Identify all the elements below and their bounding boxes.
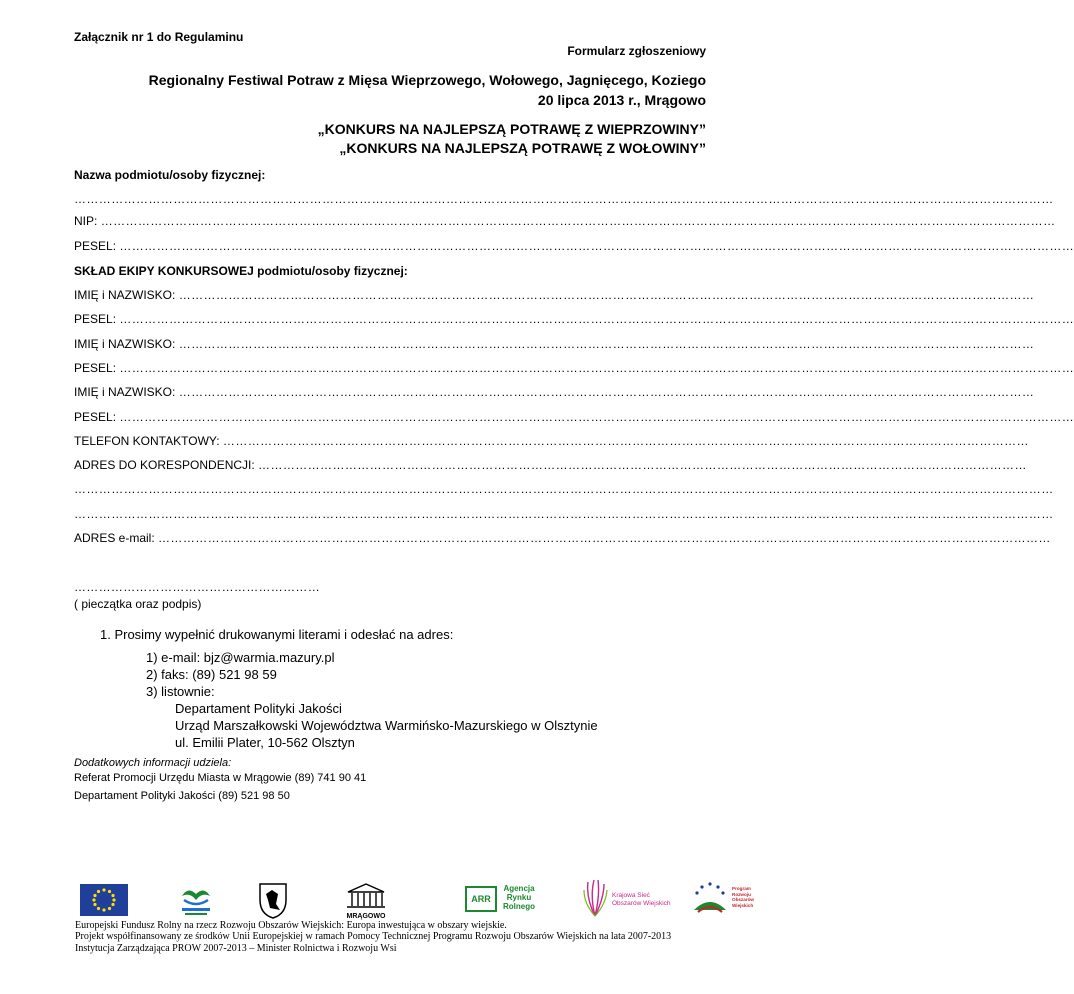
stamp-line: ……………………………………………………: [74, 580, 320, 594]
address-line2-field[interactable]: …………………………………………………………………………………………………………………………………………………………………………………………………………………: [74, 482, 1054, 496]
instruction-email: 1) e-mail: bjz@warmia.mazury.pl: [146, 650, 335, 665]
member1-pesel-label: PESEL:: [74, 312, 117, 326]
pesel-label: PESEL:: [74, 239, 117, 253]
instruction-post: 3) listownie:: [146, 684, 215, 699]
nip-field[interactable]: NIP: ……………………………………………………………………………………………………………………………………………………………………………………………………………: [74, 214, 1056, 228]
entity-name-label: Nazwa podmiotu/osoby fizycznej:: [74, 168, 266, 182]
email-field[interactable]: ADRES e-mail: ………………………………………………………………………………………………………………………………………………………………………………………………: [74, 531, 1051, 545]
arr-logo: [465, 884, 545, 916]
info-line-2: Departament Polityki Jakości (89) 521 98 50: [74, 790, 290, 802]
member1-name-label: IMIĘ i NAZWISKO:: [74, 288, 176, 302]
info-line-1: Referat Promocji Urzędu Miasta w Mrągowie (89) 741 90 41: [74, 772, 367, 784]
arr-name: Agencja Rynku Rolnego: [503, 884, 535, 911]
form-type-label: Formularz zgłoszeniowy: [567, 44, 706, 58]
festival-date: 20 lipca 2013 r., Mrągowo: [537, 92, 706, 108]
prow-logo: [690, 880, 760, 920]
attachment-label: Załącznik nr 1 do Regulaminu: [74, 30, 244, 44]
member3-pesel-label: PESEL:: [74, 410, 117, 424]
nip-label: NIP:: [74, 214, 98, 228]
address-field[interactable]: ADRES DO KORESPONDENCJI: ……………………………………………………………………………………………………………………………………………………………………: [74, 458, 1027, 472]
address-department: Departament Polityki Jakości: [175, 701, 342, 716]
contest-beef-title: „KONKURS NA NAJLEPSZĄ POTRAWĘ Z WOŁOWINY”: [339, 140, 706, 156]
stamp-caption: ( pieczątka oraz podpis): [74, 597, 202, 611]
member3-name-label: IMIĘ i NAZWISKO:: [74, 385, 176, 399]
address-office: Urząd Marszałkowski Województwa Warmińsko-Mazurskiego w Olsztynie: [175, 718, 598, 733]
member3-pesel-field[interactable]: PESEL: ……………………………………………………………………………………………………………………………………………………………………………………………………………: [74, 410, 1074, 424]
address-label: ADRES DO KORESPONDENCJI:: [74, 458, 255, 472]
footer-line-2: Projekt współfinansowany ze środków Unii Europejskiej w ramach Pomocy Technicznej Programu Rozwoju Obszarów Wiejskich na lata 2007-2013: [75, 931, 672, 942]
member2-name-field[interactable]: IMIĘ i NAZWISKO: ………………………………………………………………………………………………………………………………………………………………………………………: [74, 337, 1035, 351]
festival-title: Regionalny Festiwal Potraw z Mięsa Wieprzowego, Wołowego, Jagnięcego, Koziego: [148, 72, 706, 88]
entity-name-field[interactable]: …………………………………………………………………………………………………………………………………………………………………………………………………………………: [74, 192, 1054, 206]
member1-pesel-field[interactable]: PESEL: ……………………………………………………………………………………………………………………………………………………………………………………………………………: [74, 312, 1074, 326]
member2-pesel-label: PESEL:: [74, 361, 117, 375]
arr-abbr: ARR: [465, 886, 497, 912]
member2-pesel-field[interactable]: PESEL: ……………………………………………………………………………………………………………………………………………………………………………………………………………: [74, 361, 1074, 375]
warmia-mazury-logo: [176, 884, 216, 923]
address-line3-field[interactable]: …………………………………………………………………………………………………………………………………………………………………………………………………………………: [74, 507, 1054, 521]
eu-flag-icon: [80, 884, 128, 923]
ksow-name: Krajowa Sieć Obszarów Wiejskich: [612, 892, 671, 907]
member3-name-field[interactable]: IMIĘ i NAZWISKO: ………………………………………………………………………………………………………………………………………………………………………………………: [74, 385, 1035, 399]
instruction-fax: 2) faks: (89) 521 98 59: [146, 667, 277, 682]
member2-name-label: IMIĘ i NAZWISKO:: [74, 337, 176, 351]
instruction-item-1: 1. Prosimy wypełnić drukowanymi literami i odesłać na adres:: [100, 627, 454, 642]
email-label: ADRES e-mail:: [74, 531, 155, 545]
phone-field[interactable]: TELEFON KONTAKTOWY: ……………………………………………………………………………………………………………………………………………………………………………: [74, 434, 1029, 448]
mragowo-logo: [344, 880, 388, 920]
prow-name: Program Rozwoju Obszarów Wiejskich: [732, 886, 754, 908]
ksow-logo: [582, 878, 682, 920]
coat-of-arms-icon: [258, 882, 288, 925]
contest-pork-title: „KONKURS NA NAJLEPSZĄ POTRAWĘ Z WIEPRZOWINY”: [317, 121, 706, 137]
mragowo-label: MRĄGOWO: [346, 913, 386, 920]
team-heading: SKŁAD EKIPY KONKURSOWEJ podmiotu/osoby fizycznej:: [74, 264, 408, 278]
info-heading: Dodatkowych informacji udziela:: [74, 757, 232, 769]
footer-line-3: Instytucja Zarządzająca PROW 2007-2013 – Minister Rolnictwa i Rozwoju Wsi: [75, 943, 397, 954]
address-street: ul. Emilii Plater, 10-562 Olsztyn: [175, 735, 355, 750]
phone-label: TELEFON KONTAKTOWY:: [74, 434, 220, 448]
member1-name-field[interactable]: IMIĘ i NAZWISKO: ………………………………………………………………………………………………………………………………………………………………………………………: [74, 288, 1035, 302]
pesel-field[interactable]: PESEL: ……………………………………………………………………………………………………………………………………………………………………………………………………………: [74, 239, 1074, 253]
footer-line-1: Europejski Fundusz Rolny na rzecz Rozwoju Obszarów Wiejskich: Europa inwestująca w obszary wiejskie.: [75, 920, 507, 931]
